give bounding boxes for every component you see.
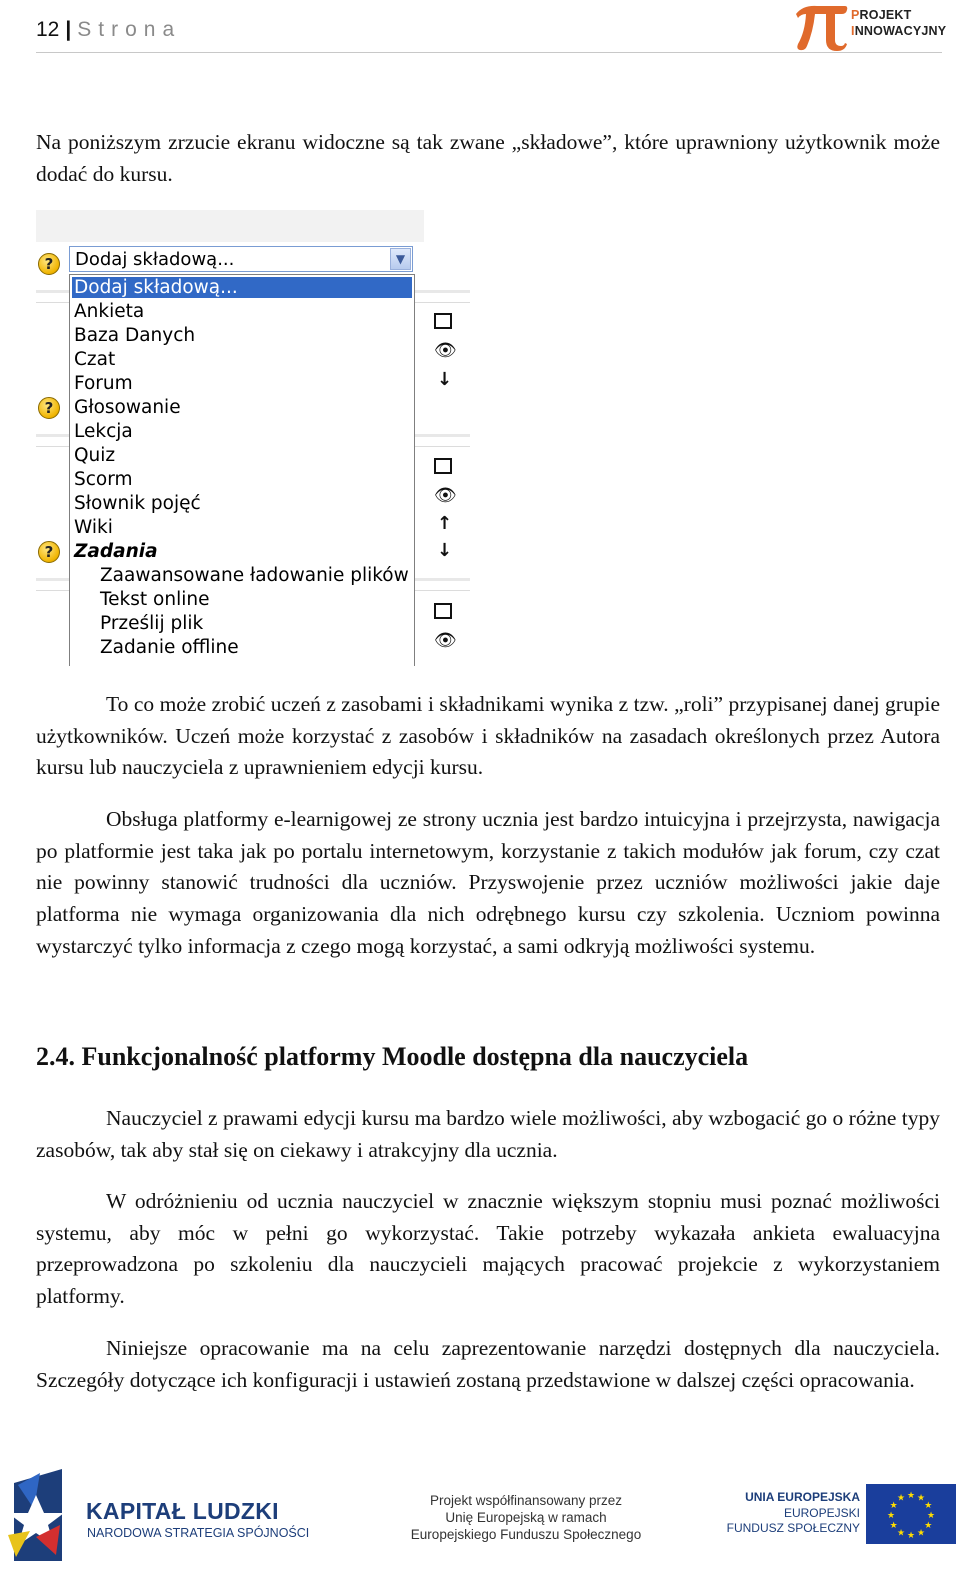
section-heading: 2.4. Funkcjonalność platformy Moodle dostępna dla nauczyciela xyxy=(36,1042,749,1071)
dropdown-option[interactable]: Quiz xyxy=(74,445,116,466)
eu-star-icon: ★ xyxy=(889,1520,898,1530)
eu-star-icon: ★ xyxy=(886,1510,896,1520)
dropdown-option[interactable]: Scorm xyxy=(74,469,133,490)
arrow-down-icon[interactable]: ↓ xyxy=(437,369,453,390)
paragraph-student-usage: Obsługa platformy e-learnigowej ze strony ucznia jest bardzo intuicyjna i przejrzysta, nawigacja po platformie jest taka jak po portalu internetowym, korzystanie z takich modułów jak forum, czy czat nie powinny stanowić trudności dla uczniów. Przyswojenie przez uczniów możliwości jakie daje platforma nie wymaga organizowania dla nich odrębnego kursu czy szkolenia. Uczniom powinna wystarczyć tylko informacja z czego mogą korzystać, a sami odkryją możliwości systemu. xyxy=(36,807,940,958)
dropdown-option[interactable]: Lekcja xyxy=(74,421,133,442)
eu-star-icon: ★ xyxy=(916,1492,926,1503)
eye-icon[interactable]: 👁 xyxy=(434,485,457,506)
eu-star-icon: ★ xyxy=(889,1500,898,1510)
eu-star-icon: ★ xyxy=(896,1527,906,1538)
eu-star-icon: ★ xyxy=(924,1500,933,1510)
logo-line-2: INNOWACYJNY xyxy=(851,24,947,38)
help-icon[interactable]: ? xyxy=(38,541,60,563)
dropdown-option[interactable]: Zaawansowane ładowanie plików xyxy=(100,565,409,586)
arrow-up-icon[interactable]: ↑ xyxy=(437,513,453,534)
page-number: 12 xyxy=(36,18,60,41)
option-group: Zadania xyxy=(74,541,158,562)
eu-social-fund-label: UNIA EUROPEJSKA EUROPEJSKI FUNDUSZ SPOŁECZNY xyxy=(726,1490,860,1535)
intro-paragraph: Na poniższym zrzucie ekranu widoczne są tak zwane „składowe”, które uprawniony użytkownik może dodać do kursu. xyxy=(36,130,940,186)
kapital-ludzki-star-icon xyxy=(6,1465,76,1565)
header-separator: | xyxy=(65,18,72,41)
eu-star-icon: ★ xyxy=(926,1510,936,1520)
paragraph-teacher-learning: W odróżnieniu od ucznia nauczyciel w znacznie większym stopniu musi poznać możliwości systemu, aby móc w pełni go wykorzystać. Takie potrzeby wykazała ankieta ewaluacyjna przeprowadzona po szkoleniu dla nauczycieli mających pracować projekcie z wykorzystaniem platformy. xyxy=(36,1189,940,1309)
dropdown-option[interactable]: Wiki xyxy=(74,517,113,538)
checkbox-icon[interactable] xyxy=(434,603,452,619)
dropdown-option[interactable]: Tekst online xyxy=(100,589,210,610)
logo-line-1: PROJEKT xyxy=(851,8,912,22)
paragraph-purpose: Niniejsze opracowanie ma na celu zaprezentowanie narzędzi dostępnych dla nauczyciela. Szczegóły dotyczące ich konfiguracji i ustawień zostaną przedstawione w dalszej części opracowania. xyxy=(36,1336,940,1392)
eu-star-icon: ★ xyxy=(924,1520,933,1530)
eu-star-icon: ★ xyxy=(906,1490,916,1500)
eu-flag-icon xyxy=(866,1484,956,1544)
dropdown-option[interactable]: Słownik pojęć xyxy=(74,493,201,514)
select-value: Dodaj składową... xyxy=(75,249,235,270)
footer xyxy=(0,1460,960,1569)
help-icon[interactable]: ? xyxy=(38,397,60,419)
page-label: Strona xyxy=(77,18,182,41)
eu-star-icon: ★ xyxy=(896,1492,906,1503)
chevron-down-icon[interactable]: ▼ xyxy=(390,248,411,270)
arrow-down-icon[interactable]: ↓ xyxy=(437,540,453,561)
add-activity-select[interactable] xyxy=(69,246,413,272)
pi-logo-icon xyxy=(793,2,849,52)
dropdown-option[interactable]: Dodaj składową... xyxy=(72,277,412,298)
page-header xyxy=(36,18,181,42)
dropdown-option[interactable]: Czat xyxy=(74,349,116,370)
paragraph-role: To co może zrobić uczeń z zasobami i składnikami wynika z tzw. „roli” przypisanej danej grupie użytkowników. Uczeń może korzystać z zasobów i składników na zasadach określonych przez Autora kursu lub nauczyciela z uprawnieniem edycji kursu. xyxy=(36,692,940,780)
eu-star-icon: ★ xyxy=(916,1527,926,1538)
moodle-add-activity-screenshot xyxy=(36,210,470,666)
activity-dropdown-list[interactable] xyxy=(69,274,415,666)
dropdown-option[interactable]: Ankieta xyxy=(74,301,145,322)
dropdown-option[interactable]: Baza Danych xyxy=(74,325,196,346)
dropdown-option[interactable]: Głosowanie xyxy=(74,397,181,418)
checkbox-icon[interactable] xyxy=(434,313,452,329)
projekt-innowacyjny-logo xyxy=(793,2,953,52)
cofinancing-note: Projekt współfinansowany przez Unię Europejską w ramach Europejskiego Funduszu Społecznego xyxy=(410,1493,642,1542)
dropdown-option[interactable]: Zadanie offline xyxy=(100,637,239,658)
paragraph-teacher-rights: Nauczyciel z prawami edycji kursu ma bardzo wiele możliwości, aby wzbogacić go o różne typy zasobów, tak aby stał się on ciekawy i atrakcyjny dla ucznia. xyxy=(36,1106,941,1162)
kapital-ludzki-title: KAPITAŁ LUDZKI xyxy=(86,1498,279,1524)
checkbox-icon[interactable] xyxy=(434,458,452,474)
dropdown-option[interactable]: Forum xyxy=(74,373,133,394)
eu-star-icon: ★ xyxy=(906,1530,916,1540)
kapital-ludzki-subtitle: NARODOWA STRATEGIA SPÓJNOŚCI xyxy=(87,1526,310,1540)
eye-icon[interactable]: 👁 xyxy=(434,630,457,651)
dropdown-option[interactable]: Prześlij plik xyxy=(100,613,204,634)
eye-icon[interactable]: 👁 xyxy=(434,340,457,361)
header-rule xyxy=(36,52,942,53)
help-icon[interactable]: ? xyxy=(38,253,60,275)
